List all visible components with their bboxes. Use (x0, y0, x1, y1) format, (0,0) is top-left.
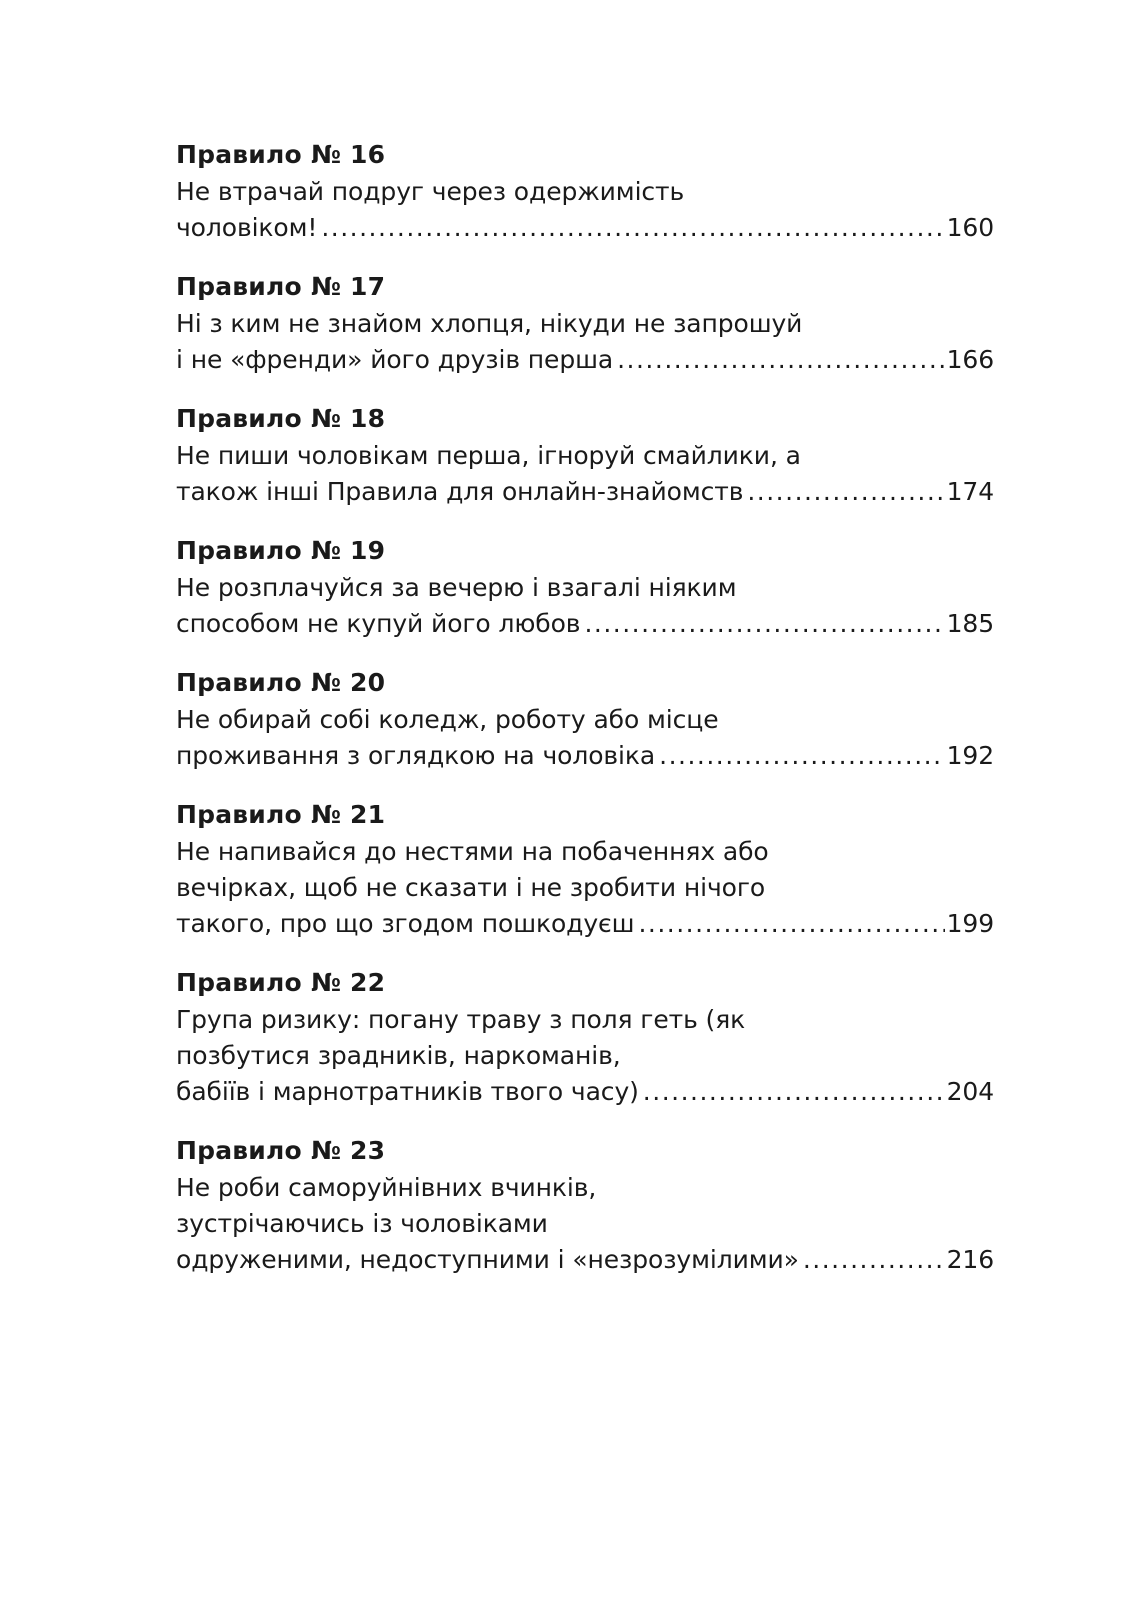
page-number: 192 (946, 741, 994, 770)
rule-description-line: Не пиши чоловікам перша, ігноруй смайлики, а (176, 441, 801, 470)
table-of-contents (176, 136, 994, 1300)
rule-title: Правило № 16 (176, 140, 386, 169)
rule-final-line (176, 474, 994, 510)
rule-final-line (176, 606, 994, 642)
rule-title: Правило № 18 (176, 404, 386, 433)
rule-title: Правило № 19 (176, 536, 386, 565)
dot-leader (584, 606, 944, 642)
toc-entry-rule-19 (176, 532, 994, 642)
rule-description-line: позбутися зрадників, наркоманів, (176, 1041, 621, 1070)
page-number: 216 (946, 1245, 994, 1274)
rule-description-line: вечірках, щоб не сказати і не зробити нічого (176, 873, 766, 902)
dot-leader (747, 474, 944, 510)
dot-leader (321, 210, 944, 246)
rule-description-line: Не обирай собі коледж, роботу або місце (176, 705, 719, 734)
rule-description-line: бабіїв і марнотратників твого часу) (176, 1077, 639, 1106)
dot-leader (638, 906, 944, 942)
rule-description-line: такого, про що згодом пошкодуєш (176, 909, 635, 938)
rule-description-line: проживання з оглядкою на чоловіка (176, 741, 656, 770)
dot-leader (659, 738, 944, 774)
page-number: 204 (946, 1077, 994, 1106)
dot-leader (643, 1074, 945, 1110)
rule-description-line: Група ризику: погану траву з поля геть (як (176, 1005, 746, 1034)
rule-title: Правило № 20 (176, 668, 386, 697)
toc-entry-rule-23 (176, 1132, 994, 1278)
rule-description-line: Ні з ким не знайом хлопця, нікуди не запрошуй (176, 309, 803, 338)
page-number: 166 (946, 345, 994, 374)
rule-description-line: зустрічаючись із чоловіками (176, 1209, 548, 1238)
rule-description-line: чоловіком! (176, 213, 318, 242)
rule-description-line: також інші Правила для онлайн-знайомств (176, 477, 744, 506)
rule-final-line (176, 1242, 994, 1278)
rule-final-line (176, 342, 994, 378)
rule-description-line: і не «френди» його друзів перша (176, 345, 614, 374)
rule-description-line: Не втрачай подруг через одержимість (176, 177, 685, 206)
rule-final-line (176, 210, 994, 246)
page-number: 199 (946, 909, 994, 938)
toc-entry-rule-18 (176, 400, 994, 510)
rule-title: Правило № 23 (176, 1136, 386, 1165)
rule-final-line (176, 1074, 994, 1110)
toc-entry-rule-17 (176, 268, 994, 378)
rule-description-line: способом не купуй його любов (176, 609, 581, 638)
rule-description-line: Не напивайся до нестями на побаченнях або (176, 837, 769, 866)
page-number: 174 (946, 477, 994, 506)
rule-description-line: Не роби саморуйнівних вчинків, (176, 1173, 597, 1202)
rule-title: Правило № 17 (176, 272, 386, 301)
rule-title: Правило № 22 (176, 968, 386, 997)
toc-entry-rule-20 (176, 664, 994, 774)
toc-entry-rule-21 (176, 796, 994, 942)
page-number: 160 (946, 213, 994, 242)
rule-description-line: одруженими, недоступними і «незрозумілими» (176, 1245, 799, 1274)
rule-title: Правило № 21 (176, 800, 386, 829)
rule-final-line (176, 906, 994, 942)
rule-final-line (176, 738, 994, 774)
dot-leader (803, 1242, 945, 1278)
toc-entry-rule-16 (176, 136, 994, 246)
dot-leader (617, 342, 944, 378)
toc-entry-rule-22 (176, 964, 994, 1110)
page-number: 185 (946, 609, 994, 638)
rule-description-line: Не розплачуйся за вечерю і взагалі ніяким (176, 573, 737, 602)
